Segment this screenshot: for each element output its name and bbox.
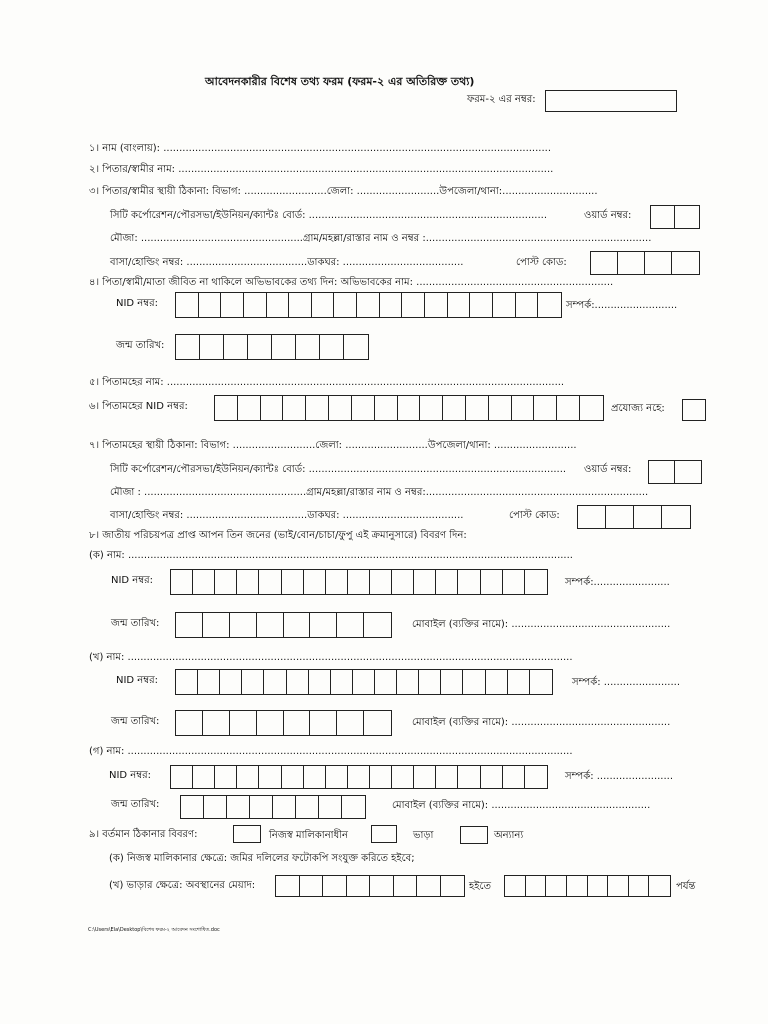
digit-cell[interactable]	[238, 396, 261, 420]
digit-cell[interactable]	[242, 670, 264, 694]
digit-cell[interactable]	[230, 711, 257, 735]
relative-kha-nid-boxes[interactable]	[175, 669, 553, 695]
digit-cell[interactable]	[503, 570, 525, 594]
digit-cell[interactable]	[420, 396, 443, 420]
digit-cell[interactable]	[357, 293, 380, 317]
digit-cell[interactable]	[508, 670, 530, 694]
digit-cell[interactable]	[634, 506, 662, 528]
own-property-label: নিজস্ব মালিকানাধীন	[269, 830, 349, 841]
grandfather-city[interactable]: সিটি কর্পোরেশন/পৌরসভা/ইউনিয়ন/ক্যান্টঃ বোর্ড: .................................................................................	[110, 464, 567, 475]
guardian-dob-boxes[interactable]	[175, 334, 369, 360]
digit-cell[interactable]	[370, 570, 392, 594]
digit-cell[interactable]	[557, 396, 580, 420]
digit-cell[interactable]	[267, 293, 290, 317]
digit-cell[interactable]	[261, 396, 284, 420]
digit-cell[interactable]	[392, 766, 414, 788]
digit-cell[interactable]	[481, 766, 503, 788]
digit-cell[interactable]	[171, 570, 193, 594]
guardian-relation[interactable]: সম্পর্ক:..........................	[566, 300, 678, 311]
father-address[interactable]: ৩। পিতার/স্বামীর স্থায়ী ঠিকানা: বিভাগ: ..........................জেলা: ..........................উপজেলা/থানা:..............................	[89, 186, 598, 197]
digit-cell[interactable]	[296, 796, 319, 818]
digit-cell[interactable]	[629, 876, 650, 896]
form-title: আবেদনকারীর বিশেষ তথ্য ফরম (ফরম-২ এর অতিরিক্ত তথ্য)	[205, 75, 475, 88]
post-code-boxes-2[interactable]	[577, 505, 691, 529]
digit-cell[interactable]	[606, 506, 634, 528]
form-no-box[interactable]	[545, 90, 677, 112]
rent-duration-label: (খ) ভাড়ার ক্ষেত্রে: অবস্থানের মেয়াদ:	[109, 880, 256, 891]
digit-cell[interactable]	[436, 570, 458, 594]
digit-cell[interactable]	[203, 711, 230, 735]
digit-cell[interactable]	[312, 293, 335, 317]
digit-cell[interactable]	[337, 613, 364, 637]
digit-cell[interactable]	[176, 711, 203, 735]
digit-cell[interactable]	[284, 711, 311, 735]
digit-cell[interactable]	[538, 293, 561, 317]
digit-cell[interactable]	[505, 876, 526, 896]
digit-cell[interactable]	[300, 876, 324, 896]
other-label: অন্যান্য	[494, 830, 524, 841]
digit-cell[interactable]	[199, 293, 222, 317]
digit-cell[interactable]	[237, 766, 259, 788]
digit-cell[interactable]	[310, 711, 337, 735]
digit-cell[interactable]	[493, 293, 516, 317]
digit-cell[interactable]	[224, 335, 248, 359]
digit-cell[interactable]	[337, 711, 364, 735]
grandfather-name[interactable]: ৫। পিতামহের নাম: .............................................................................................................................	[89, 377, 565, 388]
digit-cell[interactable]	[364, 613, 391, 637]
digit-cell[interactable]	[394, 876, 418, 896]
digit-cell[interactable]	[171, 766, 193, 788]
digit-cell[interactable]	[370, 876, 394, 896]
digit-cell[interactable]	[221, 293, 244, 317]
digit-cell[interactable]	[276, 876, 300, 896]
digit-cell[interactable]	[198, 670, 220, 694]
rent-checkbox[interactable]	[371, 825, 397, 843]
digit-cell[interactable]	[567, 876, 588, 896]
digit-cell[interactable]	[334, 293, 357, 317]
rent-from-boxes[interactable]	[275, 875, 465, 897]
digit-cell[interactable]	[470, 293, 493, 317]
digit-cell[interactable]	[326, 766, 348, 788]
digit-cell[interactable]	[309, 670, 331, 694]
digit-cell[interactable]	[304, 766, 326, 788]
digit-cell[interactable]	[176, 293, 199, 317]
digit-cell[interactable]	[649, 876, 670, 896]
applicant-name[interactable]: ১। নাম (বাংলায়): ..........................................................................................................................	[89, 143, 552, 154]
digit-cell[interactable]	[481, 570, 503, 594]
digit-cell[interactable]	[448, 293, 471, 317]
digit-cell[interactable]	[443, 396, 466, 420]
relative-ga-relation[interactable]: সম্পর্ক: ........................	[565, 771, 674, 782]
digit-cell[interactable]	[289, 293, 312, 317]
relative-kha-dob-label: জন্ম তারিখ:	[111, 716, 160, 727]
digit-cell[interactable]	[248, 335, 272, 359]
digit-cell[interactable]	[342, 796, 365, 818]
guardian-nid-label: NID নম্বর:	[116, 298, 159, 309]
digit-cell[interactable]	[257, 613, 284, 637]
rent-label: ভাড়া	[413, 830, 434, 841]
digit-cell[interactable]	[352, 396, 375, 420]
other-checkbox[interactable]	[460, 826, 488, 844]
file-path-footer: C:\Users\Ela\Desktop\বিশেষ ফরম-২ আবেদন সংশোধিত.doc	[88, 927, 220, 933]
father-name[interactable]: ২। পিতার/স্বামীর নাম: ......................................................................................................................	[89, 164, 554, 175]
relative-ga-nid-boxes[interactable]	[170, 765, 548, 789]
ward-label-2: ওয়ার্ড নম্বর:	[584, 464, 632, 475]
relative-ka-nid-boxes[interactable]	[170, 569, 548, 595]
digit-cell[interactable]	[353, 670, 375, 694]
relative-ka-name[interactable]: (ক) নাম: ............................................................................................................................................	[89, 550, 573, 561]
relative-ka-dob-boxes[interactable]	[175, 612, 392, 638]
digit-cell[interactable]	[645, 252, 672, 274]
grandfather-nid-label: ৬। পিতামহের NID নম্বর:	[89, 401, 188, 412]
digit-cell[interactable]	[512, 396, 535, 420]
digit-cell[interactable]	[348, 570, 370, 594]
to-label: পর্যন্ত	[676, 881, 696, 892]
digit-cell[interactable]	[466, 396, 489, 420]
post-code-boxes[interactable]	[590, 251, 700, 275]
digit-cell[interactable]	[526, 876, 547, 896]
digit-cell[interactable]	[193, 766, 215, 788]
digit-cell[interactable]	[287, 670, 309, 694]
digit-cell[interactable]	[486, 670, 508, 694]
digit-cell[interactable]	[176, 670, 198, 694]
digit-cell[interactable]	[458, 570, 480, 594]
digit-cell[interactable]	[272, 335, 296, 359]
digit-cell[interactable]	[651, 206, 675, 228]
relative-kha-dob-boxes[interactable]	[175, 710, 392, 736]
digit-cell[interactable]	[319, 796, 342, 818]
digit-cell[interactable]	[215, 766, 237, 788]
digit-cell[interactable]	[578, 506, 606, 528]
digit-cell[interactable]	[296, 335, 320, 359]
digit-cell[interactable]	[414, 766, 436, 788]
digit-cell[interactable]	[489, 396, 512, 420]
digit-cell[interactable]	[344, 335, 368, 359]
digit-cell[interactable]	[530, 670, 552, 694]
rent-to-boxes[interactable]	[504, 875, 671, 897]
grandfather-house[interactable]: বাসা/হোল্ডিং নম্বর: ......................................ডাকঘর: ......................................	[110, 510, 464, 521]
digit-cell[interactable]	[397, 670, 419, 694]
digit-cell[interactable]	[649, 461, 675, 483]
digit-cell[interactable]	[580, 396, 603, 420]
digit-cell[interactable]	[414, 570, 436, 594]
guardian-info[interactable]: ৪। পিতা/স্বামী/মাতা জীবিত না থাকিলে অভিভাবকের তথ্য দিন: অভিভাবকের নাম: ..............................................................	[89, 277, 614, 288]
digit-cell[interactable]	[181, 796, 204, 818]
digit-cell[interactable]	[348, 766, 370, 788]
digit-cell[interactable]	[200, 335, 224, 359]
relative-kha-relation[interactable]: সম্পর্ক: ........................	[572, 677, 681, 688]
digit-cell[interactable]	[675, 206, 699, 228]
digit-cell[interactable]	[306, 396, 329, 420]
digit-cell[interactable]	[398, 396, 421, 420]
guardian-dob-label: জন্ম তারিখ:	[116, 340, 165, 351]
digit-cell[interactable]	[546, 876, 567, 896]
father-house[interactable]: বাসা/হোল্ডিং নম্বর: ......................................ডাকঘর: ......................................	[110, 257, 464, 268]
digit-cell[interactable]	[441, 876, 465, 896]
relative-ga-mobile[interactable]: মোবাইল (ব্যক্তির নামে): ..................................................	[392, 800, 651, 811]
digit-cell[interactable]	[463, 670, 485, 694]
digit-cell[interactable]	[227, 796, 250, 818]
digit-cell[interactable]	[441, 670, 463, 694]
from-label: হইতে	[469, 881, 491, 892]
digit-cell[interactable]	[375, 670, 397, 694]
relative-ga-name[interactable]: (গ) নাম: ............................................................................................................................................	[89, 746, 573, 757]
father-mouza[interactable]: মৌজা: ...................................................গ্রাম/মহল্লা/রাস্তার নাম ও নম্বর :.......................................................................	[110, 233, 652, 244]
ward-boxes-2[interactable]	[648, 460, 702, 484]
relative-ka-relation[interactable]: সম্পর্ক:........................	[565, 577, 670, 588]
digit-cell[interactable]	[347, 876, 371, 896]
digit-cell[interactable]	[282, 570, 304, 594]
form-no-label: ফরম-২ এর নম্বর:	[467, 94, 536, 105]
digit-cell[interactable]	[525, 570, 547, 594]
digit-cell[interactable]	[257, 711, 284, 735]
post-code-label: পোস্ট কোড:	[516, 257, 567, 268]
digit-cell[interactable]	[237, 570, 259, 594]
digit-cell[interactable]	[425, 293, 448, 317]
guardian-nid-boxes[interactable]	[175, 292, 562, 318]
relative-ga-dob-label: জন্ম তারিখ:	[111, 799, 160, 810]
own-property-checkbox[interactable]	[233, 825, 261, 843]
relative-kha-nid-label: NID নম্বর:	[116, 675, 159, 686]
digit-cell[interactable]	[503, 766, 525, 788]
digit-cell[interactable]	[304, 570, 326, 594]
digit-cell[interactable]	[220, 670, 242, 694]
digit-cell[interactable]	[364, 711, 391, 735]
relatives-heading: ৮। জাতীয় পরিচয়পত্র প্রাপ্ত আপন তিন জনের (ভাই/বোন/চাচা/ফুপু এই ক্রমানুসারে) বিবরণ দিন:	[89, 530, 467, 541]
digit-cell[interactable]	[320, 335, 344, 359]
digit-cell[interactable]	[419, 670, 441, 694]
relative-ga-nid-label: NID নম্বর:	[109, 770, 152, 781]
grandfather-address[interactable]: ৭। পিতামহের স্থায়ী ঠিকানা: বিভাগ: ..........................জেলা: ..........................উপজেলা/থানা: ..........................	[89, 440, 577, 451]
digit-cell[interactable]	[193, 570, 215, 594]
digit-cell[interactable]	[273, 796, 296, 818]
digit-cell[interactable]	[675, 461, 701, 483]
relative-ga-dob-boxes[interactable]	[180, 795, 366, 819]
digit-cell[interactable]	[230, 613, 257, 637]
digit-cell[interactable]	[516, 293, 539, 317]
digit-cell[interactable]	[534, 396, 557, 420]
digit-cell[interactable]	[203, 613, 230, 637]
grandfather-nid-boxes[interactable]	[214, 395, 604, 421]
digit-cell[interactable]	[323, 876, 347, 896]
digit-cell[interactable]	[458, 766, 480, 788]
digit-cell[interactable]	[436, 766, 458, 788]
digit-cell[interactable]	[310, 613, 337, 637]
current-address-label: ৯। বর্তমান ঠিকানার বিবরণ:	[89, 829, 198, 840]
post-code-label-2: পোস্ট কোড:	[509, 510, 560, 521]
digit-cell[interactable]	[662, 506, 690, 528]
digit-cell[interactable]	[326, 570, 348, 594]
digit-cell[interactable]	[380, 293, 403, 317]
digit-cell[interactable]	[264, 670, 286, 694]
ward-boxes[interactable]	[650, 205, 700, 229]
digit-cell[interactable]	[331, 670, 353, 694]
digit-cell[interactable]	[283, 396, 306, 420]
digit-cell[interactable]	[176, 613, 203, 637]
digit-cell[interactable]	[244, 293, 267, 317]
digit-cell[interactable]	[591, 252, 618, 274]
digit-cell[interactable]	[375, 396, 398, 420]
father-city[interactable]: সিটি কর্পোরেশন/পৌরসভা/ইউনিয়ন/ক্যান্টঃ বোর্ড: ...........................................................................	[110, 210, 548, 221]
digit-cell[interactable]	[618, 252, 645, 274]
digit-cell[interactable]	[392, 570, 414, 594]
digit-cell[interactable]	[259, 570, 281, 594]
relative-kha-mobile[interactable]: মোবাইল (ব্যক্তির নামে): ..................................................	[412, 717, 671, 728]
digit-cell[interactable]	[329, 396, 352, 420]
grandfather-mouza[interactable]: মৌজা : ...................................................গ্রাম/মহল্লা/রাস্তার নাম ও নম্বর:......................................................................	[110, 487, 649, 498]
digit-cell[interactable]	[282, 766, 304, 788]
digit-cell[interactable]	[215, 570, 237, 594]
relative-kha-name[interactable]: (খ) নাম: ............................................................................................................................................	[89, 652, 573, 663]
not-applicable-label: প্রযোজ্য নহে:	[611, 403, 665, 414]
digit-cell[interactable]	[215, 396, 238, 420]
digit-cell[interactable]	[588, 876, 609, 896]
digit-cell[interactable]	[608, 876, 629, 896]
digit-cell[interactable]	[370, 766, 392, 788]
relative-ka-nid-label: NID নম্বর:	[111, 575, 154, 586]
digit-cell[interactable]	[204, 796, 227, 818]
not-applicable-box[interactable]	[682, 399, 706, 421]
digit-cell[interactable]	[284, 613, 311, 637]
own-property-note: (ক) নিজস্ব মালিকানার ক্ষেত্রে: জমির দলিলের ফটোকপি সংযুক্ত করিতে হইবে;	[109, 853, 415, 864]
digit-cell[interactable]	[250, 796, 273, 818]
digit-cell[interactable]	[525, 766, 547, 788]
relative-ka-dob-label: জন্ম তারিখ:	[111, 618, 160, 629]
digit-cell[interactable]	[259, 766, 281, 788]
digit-cell[interactable]	[417, 876, 441, 896]
ward-label: ওয়ার্ড নম্বর:	[584, 210, 632, 221]
digit-cell[interactable]	[672, 252, 699, 274]
digit-cell[interactable]	[176, 335, 200, 359]
relative-ka-mobile[interactable]: মোবাইল (ব্যক্তির নামে): ..................................................	[412, 619, 671, 630]
digit-cell[interactable]	[402, 293, 425, 317]
